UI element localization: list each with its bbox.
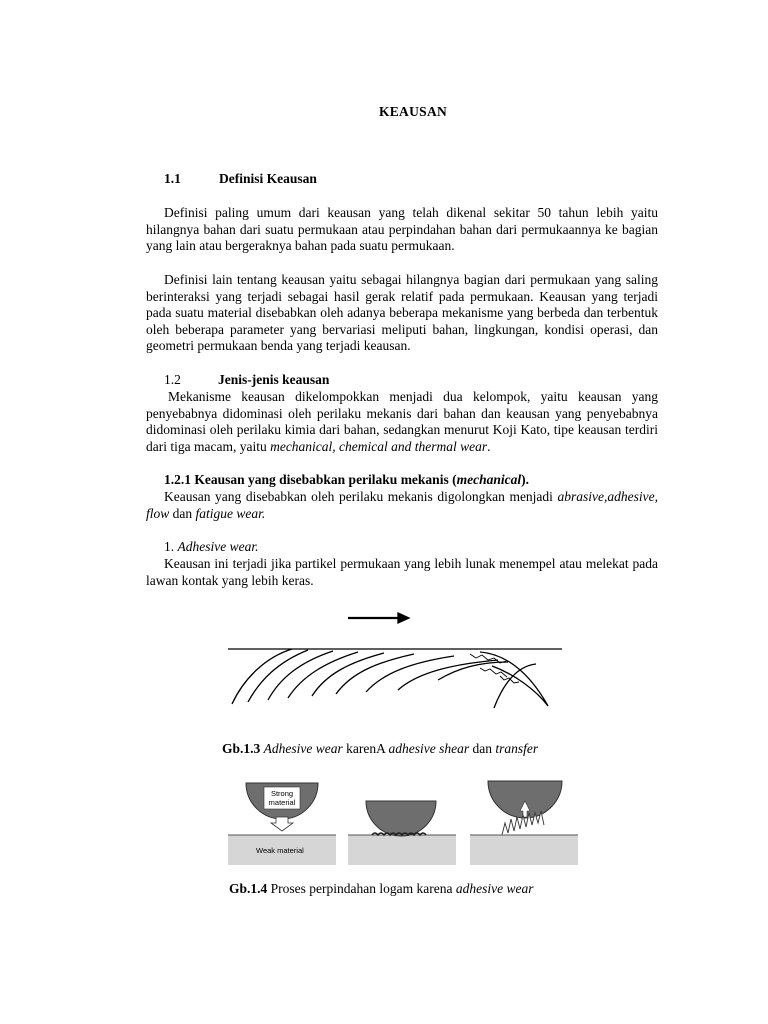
section-number: 1.1 <box>164 171 181 186</box>
caption-label: Gb.1.3 <box>222 741 261 756</box>
section-number: 1.2 <box>164 372 181 387</box>
caption-italic: transfer <box>495 741 539 756</box>
arrow-down-icon <box>271 817 293 831</box>
caption-text: dan <box>469 741 496 756</box>
paragraph-mechanical <box>146 489 658 522</box>
caption-italic: adhesive shear <box>388 741 470 756</box>
adhesion-flake <box>480 652 548 706</box>
figure-adhesive-wear-diagram <box>218 610 572 726</box>
paragraph-italic: abrasive,adhesive, flow <box>146 489 658 521</box>
caption-italic: Adhesive wear <box>263 741 343 756</box>
figure-metal-transfer-diagram <box>226 779 580 865</box>
paragraph-text: dan <box>169 505 196 521</box>
paragraph-wear-types <box>146 389 658 455</box>
section-label: Jenis-jenis keausan <box>218 372 330 387</box>
arrow-head-icon <box>398 613 409 623</box>
caption-text: karenA <box>342 741 389 756</box>
paragraph-definition: Definisi paling umum dari keausan yang telah dikenal sekitar 50 tahun lebih yaitu hilangnya bahan dari suatu permukaan atau perpindahan bahan dari permukaannya ke bagian yang lain atau bergeraknya bahan pada suatu permukaan. <box>146 205 658 254</box>
grain-curve <box>232 649 292 704</box>
panel-after-transfer <box>470 781 578 865</box>
heading-suffix: ). <box>521 472 529 487</box>
section-heading-1-1 <box>164 171 317 187</box>
paragraph-end: . <box>487 438 491 454</box>
panel-in-contact <box>348 801 456 865</box>
paragraph-italic: mechanical, chemical and thermal wear <box>270 438 488 454</box>
page-title: KEAUSAN <box>378 104 448 119</box>
heading-prefix: 1.2.1 Keausan yang disebabkan perilaku mekanis ( <box>164 472 457 487</box>
caption-text: Proses perpindahan logam karena <box>267 881 456 896</box>
figure-caption-1-4 <box>229 881 533 897</box>
paragraph-definition-alt: Definisi lain tentang keausan yaitu sebagai hilangnya bagian dari permukaan yang saling berinteraksi yang terjadi sebagai hasil gerak relatif pada permukaan. Keausan yang terjadi pada suatu material disebabkan oleh adanya beberapa mekanisme yang berbeda dan terbentuk oleh beberapa parameter yang bervariasi meliputi bahan, lingkungan, kondisi operasi, dan geometri permukaan benda yang terjadi keausan. <box>146 272 658 354</box>
paragraph-text: Keausan yang disebabkan oleh perilaku mekanis digolongkan menjadi <box>164 489 558 504</box>
weak-material-label: Weak material <box>256 846 304 855</box>
figure-caption-1-3 <box>222 741 538 757</box>
material-label: material <box>268 798 296 807</box>
section-label: Definisi Keausan <box>219 171 317 186</box>
paragraph-text: Mekanisme keausan dikelompokkan menjadi dua kelompok, yaitu keausan yang penyebabnya didominasi oleh perilaku mekanis dari bahan dan keausan yang penyebabnya didominasi oleh perilaku kimia dari bahan, sedangkan menurut Koji Kato, tipe keausan terdiri dari tiga macam, yaitu <box>146 389 658 454</box>
paragraph-adhesive: Keausan ini terjadi jika partikel permukaan yang lebih lunak menempel atau melekat pada lawan kontak yang lebih keras. <box>146 556 658 588</box>
list-label: Adhesive wear. <box>177 539 259 554</box>
list-item-adhesive <box>164 539 258 555</box>
list-number: 1. <box>164 539 178 554</box>
section-heading-1-2 <box>164 372 329 388</box>
section-heading-1-2-1 <box>164 472 529 488</box>
panel-before-contact <box>228 783 336 865</box>
strong-label: Strong <box>270 789 294 798</box>
caption-label: Gb.1.4 <box>229 881 268 896</box>
heading-italic: mechanical <box>456 472 522 487</box>
paragraph-italic: fatigue wear. <box>195 505 266 521</box>
caption-italic: adhesive wear <box>455 881 534 896</box>
